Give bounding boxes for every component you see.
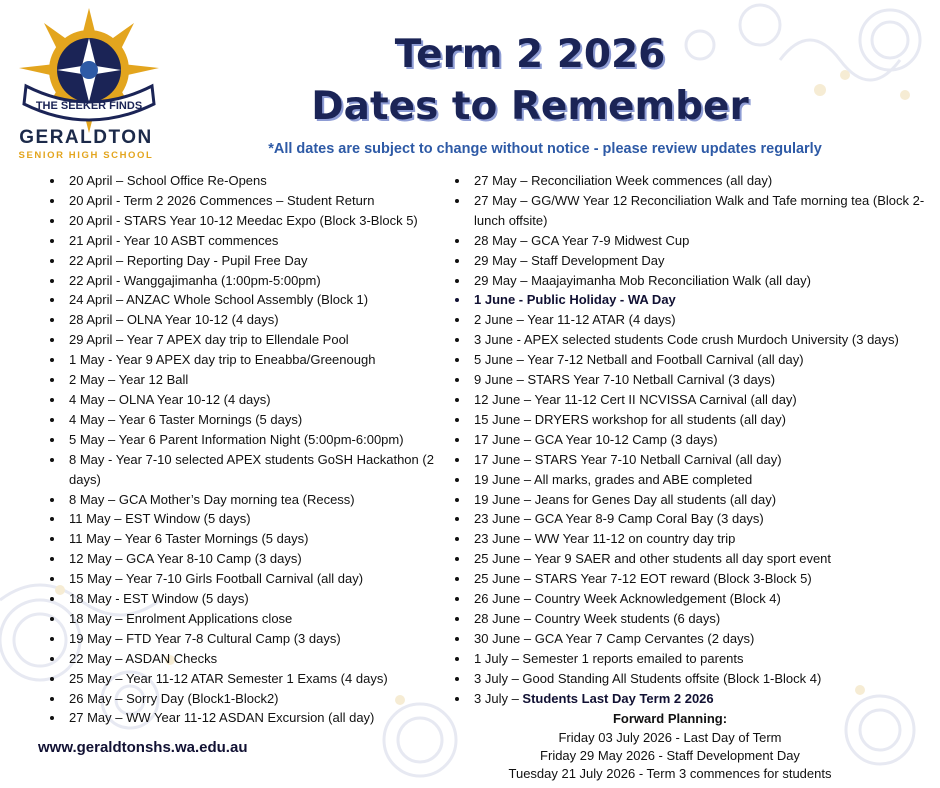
date-item: • 25 May – Year 11-12 ATAR Semester 1 Exams (4 days) bbox=[65, 669, 455, 689]
date-item: • 8 May – GCA Mother’s Day morning tea (Recess) bbox=[65, 490, 455, 510]
date-item: • 22 April - Wanggajimanha (1:00pm-5:00pm) bbox=[65, 271, 455, 291]
forward-planning-item: Friday 29 May 2026 - Staff Development Day bbox=[540, 748, 800, 763]
date-item: • 27 May – Reconciliation Week commences (all day) bbox=[470, 171, 940, 191]
date-item: • 17 June – STARS Year 7-10 Netball Carnival (all day) bbox=[470, 450, 940, 470]
forward-planning-item: Friday 03 July 2026 - Last Day of Term bbox=[558, 730, 782, 745]
school-name: GERALDTON bbox=[19, 127, 153, 148]
page-title: Term 2 2026 bbox=[394, 32, 666, 77]
notice-text: *All dates are subject to change without notice - please review updates regularly bbox=[268, 141, 822, 157]
date-item: • 22 April – Reporting Day - Pupil Free Day bbox=[65, 251, 455, 271]
date-item: • 5 June – Year 7-12 Netball and Football Carnival (all day) bbox=[470, 350, 940, 370]
date-item: • 21 April - Year 10 ASBT commences bbox=[65, 231, 455, 251]
date-item: • 23 June – WW Year 11-12 on country day trip bbox=[470, 529, 940, 549]
date-item: • 23 June – GCA Year 8-9 Camp Coral Bay (3 days) bbox=[470, 509, 940, 529]
school-subtitle: SENIOR HIGH SCHOOL bbox=[18, 150, 154, 161]
date-item: • 27 May – WW Year 11-12 ASDAN Excursion (all day) bbox=[65, 708, 455, 728]
date-item: • 2 June – Year 11-12 ATAR (4 days) bbox=[470, 310, 940, 330]
date-item: • 28 May – GCA Year 7-9 Midwest Cup bbox=[470, 231, 940, 251]
date-item: • 29 May – Maajayimanha Mob Reconciliation Walk (all day) bbox=[470, 271, 940, 291]
date-item: • 18 May – Enrolment Applications close bbox=[65, 609, 455, 629]
date-item: • 19 May – FTD Year 7-8 Cultural Camp (3 days) bbox=[65, 629, 455, 649]
date-item: • 1 June - Public Holiday - WA Day bbox=[470, 290, 940, 310]
date-item: • 15 June – DRYERS workshop for all students (all day) bbox=[470, 410, 940, 430]
date-item-bold: Students Last Day Term 2 2026 bbox=[522, 690, 714, 706]
right-date-list bbox=[452, 171, 940, 708]
date-item: • 29 April – Year 7 APEX day trip to Ellendale Pool bbox=[65, 330, 455, 350]
website-link[interactable]: www.geraldtonshs.wa.edu.au bbox=[38, 739, 248, 756]
date-item: • 4 May – OLNA Year 10-12 (4 days) bbox=[65, 390, 455, 410]
date-item-prefix: 3 July – bbox=[474, 690, 523, 706]
date-item: • 9 June – STARS Year 7-10 Netball Carnival (3 days) bbox=[470, 370, 940, 390]
date-item: • 4 May – Year 6 Taster Mornings (5 days) bbox=[65, 410, 455, 430]
date-item: • 20 April – School Office Re-Opens bbox=[65, 171, 455, 191]
date-item-last-day bbox=[470, 689, 940, 709]
date-item: • 17 June – GCA Year 10-12 Camp (3 days) bbox=[470, 430, 940, 450]
date-item: • 27 May – GG/WW Year 12 Reconciliation Walk and Tafe morning tea (Block 2-lunch offsite) bbox=[470, 191, 940, 231]
date-item: • 28 April – OLNA Year 10-12 (4 days) bbox=[65, 310, 455, 330]
date-item: • 5 May – Year 6 Parent Information Night (5:00pm-6:00pm) bbox=[65, 430, 455, 450]
date-item: • 25 June – STARS Year 7-12 EOT reward (Block 3-Block 5) bbox=[470, 569, 940, 589]
date-item: • 30 June – GCA Year 7 Camp Cervantes (2 days) bbox=[470, 629, 940, 649]
date-item: • 20 April - STARS Year 10-12 Meedac Expo (Block 3-Block 5) bbox=[65, 211, 455, 231]
date-item: • 28 June – Country Week students (6 days) bbox=[470, 609, 940, 629]
date-item: • 1 July – Semester 1 reports emailed to parents bbox=[470, 649, 940, 669]
date-item: • 11 May – Year 6 Taster Mornings (5 days) bbox=[65, 529, 455, 549]
forward-planning-title: Forward Planning: bbox=[612, 711, 728, 726]
date-item: • 26 May – Sorry Day (Block1-Block2) bbox=[65, 689, 455, 709]
left-date-list bbox=[47, 171, 455, 728]
date-item: • 29 May – Staff Development Day bbox=[470, 251, 940, 271]
page-subtitle: Dates to Remember bbox=[311, 84, 749, 129]
date-item: • 2 May – Year 12 Ball bbox=[65, 370, 455, 390]
date-item: • 15 May – Year 7-10 Girls Football Carnival (all day) bbox=[65, 569, 455, 589]
date-item: • 26 June – Country Week Acknowledgement (Block 4) bbox=[470, 589, 940, 609]
date-item: • 3 June - APEX selected students Code crush Murdoch University (3 days) bbox=[470, 330, 940, 350]
date-item: • 12 May – GCA Year 8-10 Camp (3 days) bbox=[65, 549, 455, 569]
date-item: • 8 May - Year 7-10 selected APEX students GoSH Hackathon (2 days) bbox=[65, 450, 455, 490]
date-item: • 19 June – All marks, grades and ABE completed bbox=[470, 470, 940, 490]
date-item: • 22 May – ASDAN Checks bbox=[65, 649, 455, 669]
date-item: • 19 June – Jeans for Genes Day all students (all day) bbox=[470, 490, 940, 510]
date-item: • 18 May - EST Window (5 days) bbox=[65, 589, 455, 609]
logo-banner-text: THE SEEKER FINDS bbox=[35, 100, 143, 112]
date-item: • 11 May – EST Window (5 days) bbox=[65, 509, 455, 529]
date-item: • 25 June – Year 9 SAER and other students all day sport event bbox=[470, 549, 940, 569]
date-item: • 1 May - Year 9 APEX day trip to Eneabba/Greenough bbox=[65, 350, 455, 370]
forward-planning-item: Tuesday 21 July 2026 - Term 3 commences for students bbox=[508, 766, 832, 781]
date-item: • 20 April - Term 2 2026 Commences – Student Return bbox=[65, 191, 455, 211]
date-item: • 3 July – Good Standing All Students offsite (Block 1-Block 4) bbox=[470, 669, 940, 689]
date-item: • 12 June – Year 11-12 Cert II NCVISSA Carnival (all day) bbox=[470, 390, 940, 410]
date-item: • 24 April – ANZAC Whole School Assembly (Block 1) bbox=[65, 290, 455, 310]
